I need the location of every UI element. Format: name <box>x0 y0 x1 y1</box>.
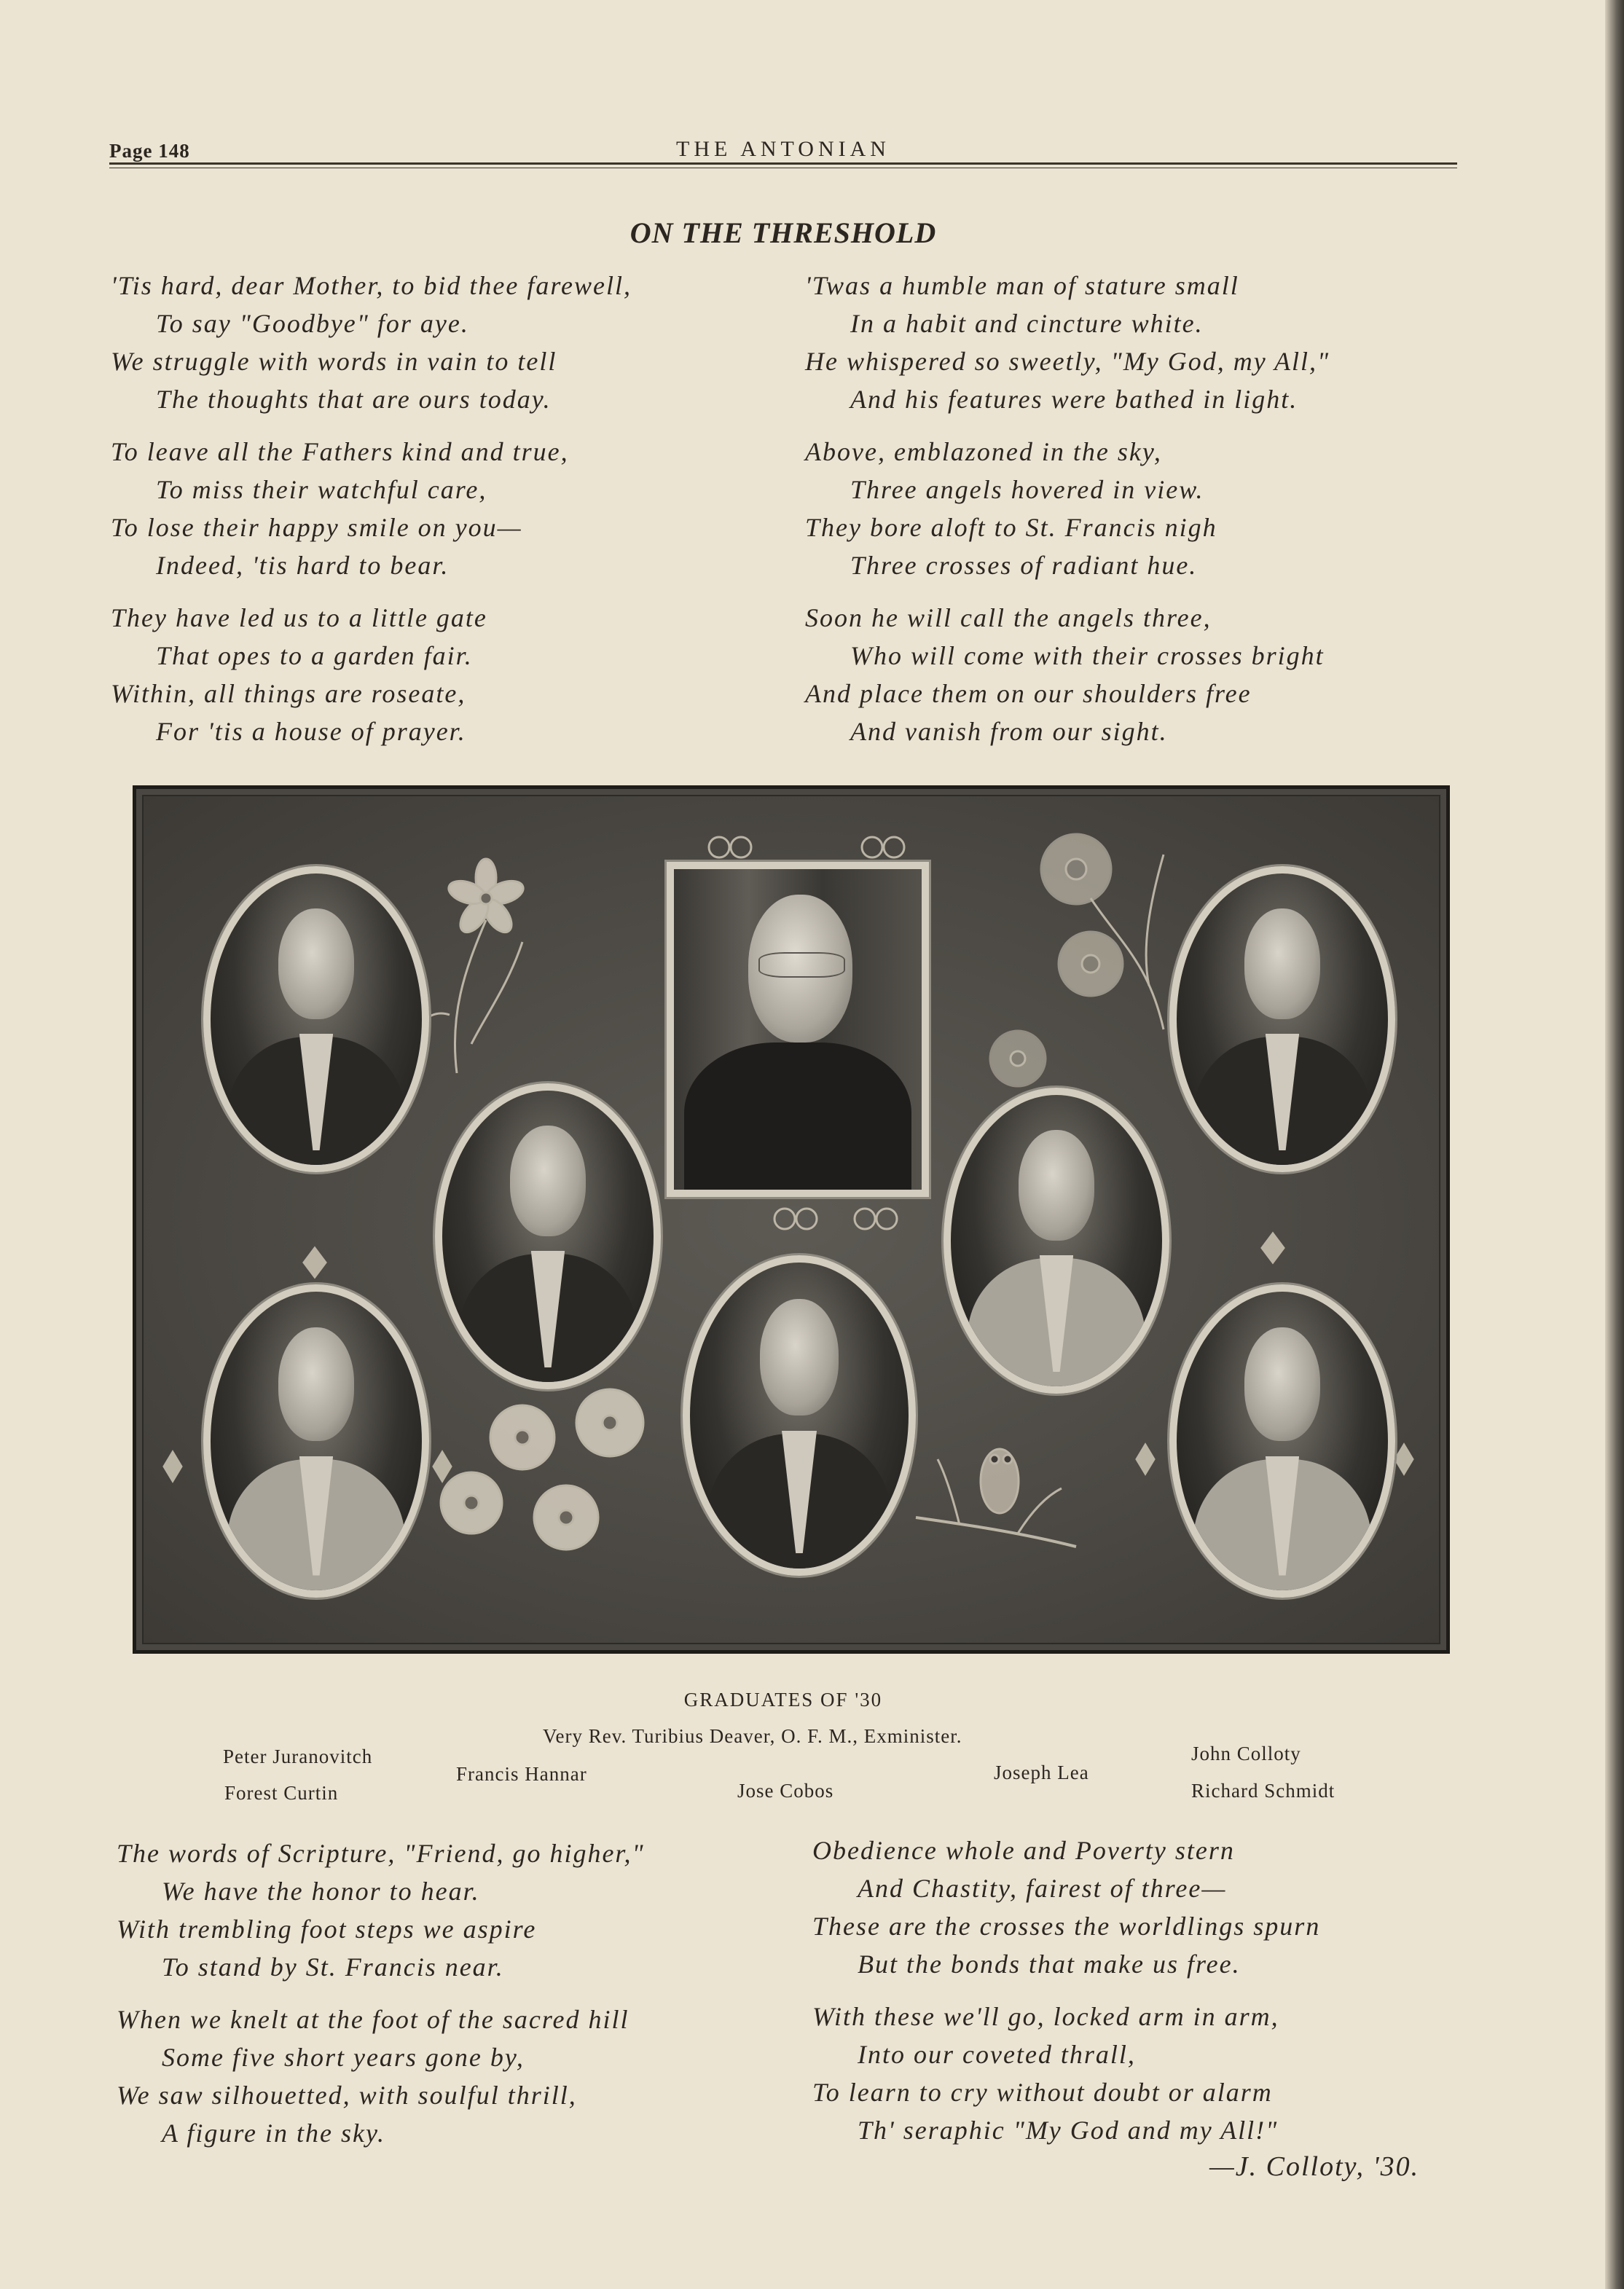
caption-name-john: John Colloty <box>1191 1743 1301 1764</box>
verse-line: With these we'll go, locked arm in arm, <box>812 2002 1279 2031</box>
portrait-richard-schmidt <box>1169 1284 1395 1598</box>
verse-line: He whispered so sweetly, "My God, my All," <box>805 347 1330 376</box>
verse-line: For 'tis a house of prayer. <box>156 717 466 746</box>
verse-line: Within, all things are roseate, <box>111 679 466 708</box>
verse-line: Indeed, 'tis hard to bear. <box>156 551 450 580</box>
caption-center-name: Very Rev. Turibius Deaver, O. F. M., Exminister. <box>543 1725 962 1747</box>
stanza <box>117 1834 645 1986</box>
verse-line: To say "Goodbye" for aye. <box>156 309 469 338</box>
graduates-photo-collage <box>133 785 1450 1654</box>
verse-line: These are the crosses the worldlings spurn <box>812 1912 1321 1941</box>
verse-line: To leave all the Fathers kind and true, <box>111 437 569 466</box>
portrait-joseph-lea <box>944 1088 1169 1394</box>
verse-column-top-right <box>805 267 1330 765</box>
verse-line: In a habit and cincture white. <box>850 309 1204 338</box>
stanza <box>805 433 1330 584</box>
caption-name-richard: Richard Schmidt <box>1191 1780 1335 1802</box>
verse-line: Three crosses of radiant hue. <box>850 551 1198 580</box>
stanza <box>812 1831 1320 1983</box>
stanza <box>812 1998 1320 2149</box>
stanza <box>117 2001 645 2152</box>
portrait-head <box>1244 1327 1320 1441</box>
verse-line: Th' seraphic "My God and my All!" <box>858 2116 1279 2145</box>
portrait-head <box>1019 1130 1094 1241</box>
verse-line: And Chastity, fairest of three— <box>858 1874 1227 1903</box>
verse-line: Three angels hovered in view. <box>850 475 1204 504</box>
portrait-forest-curtin <box>203 1284 429 1598</box>
verse-line: A figure in the sky. <box>162 2119 385 2148</box>
portrait-habit <box>684 1043 912 1197</box>
portrait-francis-hannar <box>435 1083 661 1389</box>
caption-name-joseph: Joseph Lea <box>994 1762 1089 1783</box>
verse-line: When we knelt at the foot of the sacred hill <box>117 2005 629 2034</box>
verse-line: Into our coveted thrall, <box>858 2040 1136 2069</box>
verse-line: 'Tis hard, dear Mother, to bid thee farewell, <box>111 271 632 300</box>
poem-title: ON THE THRESHOLD <box>629 216 937 249</box>
publication-title: THE ANTONIAN <box>676 137 890 161</box>
verse-line: Above, emblazoned in the sky, <box>805 437 1162 466</box>
poem-signature: —J. Colloty, '30. <box>1209 2151 1420 2182</box>
portrait-john-colloty <box>1169 866 1395 1172</box>
stanza <box>111 267 632 418</box>
verse-line: That opes to a garden fair. <box>156 641 473 670</box>
portrait-turibius-deaver <box>667 862 929 1197</box>
portrait-jose-cobos <box>683 1255 916 1576</box>
caption-title: GRADUATES OF '30 <box>683 1689 883 1711</box>
portrait-head <box>760 1299 839 1416</box>
portrait-head <box>278 908 354 1019</box>
portrait-peter-juranovitch <box>203 866 429 1172</box>
verse-line: To miss their watchful care, <box>156 475 487 504</box>
stanza <box>111 433 632 584</box>
verse-line: Who will come with their crosses bright <box>850 641 1325 670</box>
verse-line: And his features were bathed in light. <box>850 385 1298 414</box>
page-edge <box>1605 0 1624 2289</box>
verse-line: To stand by St. Francis near. <box>162 1952 504 1982</box>
verse-line: We have the honor to hear. <box>162 1877 480 1906</box>
caption-name-francis: Francis Hannar <box>456 1763 587 1785</box>
stanza <box>805 267 1330 418</box>
verse-line: And vanish from our sight. <box>850 717 1168 746</box>
verse-column-bottom-right <box>812 1831 1320 2164</box>
verse-line: Obedience whole and Poverty stern <box>812 1836 1235 1865</box>
verse-line: To learn to cry without doubt or alarm <box>812 2078 1273 2107</box>
verse-line: 'Twas a humble man of stature small <box>805 271 1239 300</box>
portrait-head <box>510 1126 586 1236</box>
portrait-head <box>1244 908 1320 1019</box>
caption-name-peter: Peter Juranovitch <box>223 1746 373 1767</box>
verse-line: And place them on our shoulders free <box>805 679 1252 708</box>
verse-line: They have led us to a little gate <box>111 603 487 632</box>
eyeglasses-icon <box>758 952 846 978</box>
verse-line: But the bonds that make us free. <box>858 1950 1241 1979</box>
portrait-head <box>278 1327 354 1441</box>
caption-name-jose: Jose Cobos <box>737 1780 834 1802</box>
verse-line: The words of Scripture, "Friend, go higher," <box>117 1839 645 1868</box>
caption-name-forest: Forest Curtin <box>224 1782 339 1804</box>
verse-line: We saw silhouetted, with soulful thrill, <box>117 2081 577 2110</box>
collage-background <box>142 795 1440 1644</box>
header-rule <box>109 162 1457 165</box>
verse-line: Some five short years gone by, <box>162 2043 525 2072</box>
verse-column-bottom-left <box>117 1834 645 2167</box>
verse-line: The thoughts that are ours today. <box>156 385 552 414</box>
verse-line: With trembling foot steps we aspire <box>117 1915 537 1944</box>
verse-line: They bore aloft to St. Francis nigh <box>805 513 1217 542</box>
page-number: Page 148 <box>109 140 190 162</box>
verse-column-top-left <box>111 267 632 765</box>
page-header <box>109 137 1457 166</box>
verse-line: We struggle with words in vain to tell <box>111 347 557 376</box>
stanza <box>111 599 632 750</box>
verse-line: Soon he will call the angels three, <box>805 603 1212 632</box>
stanza <box>805 599 1330 750</box>
verse-line: To lose their happy smile on you— <box>111 513 522 542</box>
